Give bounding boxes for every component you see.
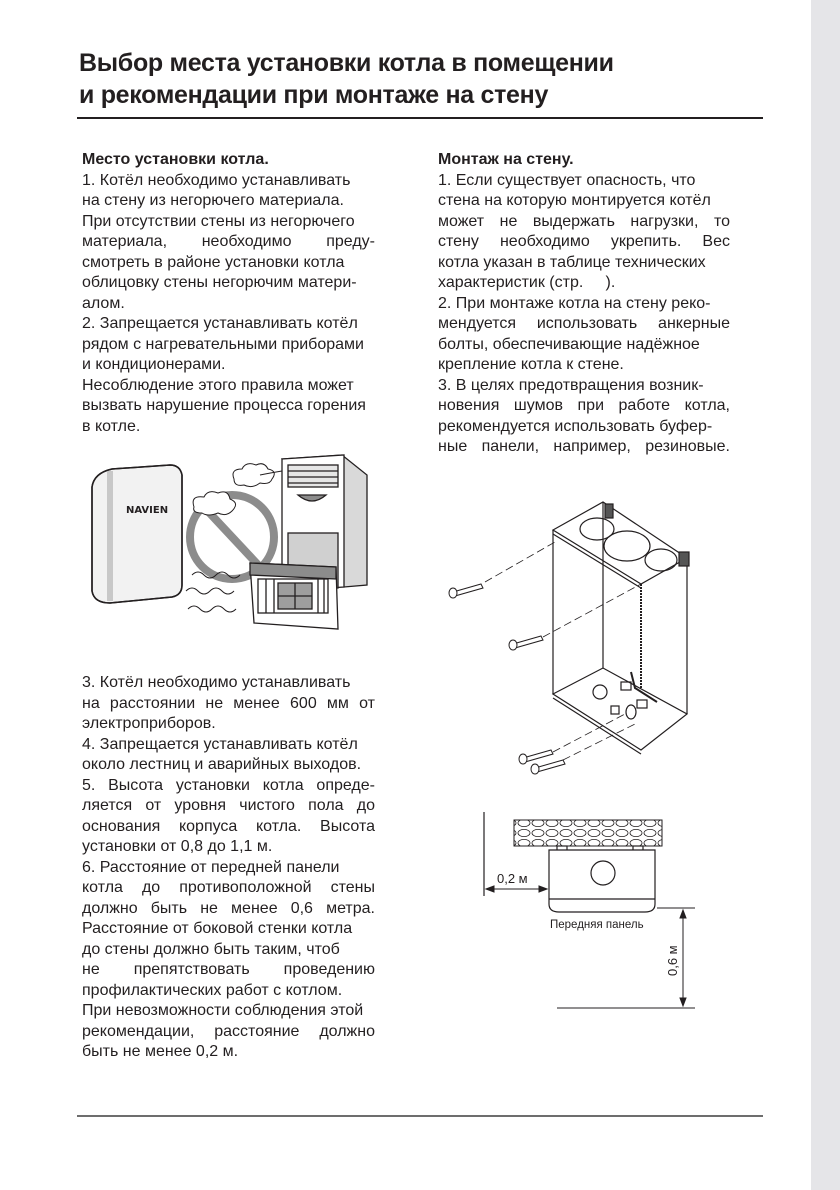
section-heading: Монтаж на стену. <box>438 151 574 168</box>
text-line: 1. Котёл необходимо устанавливать <box>82 171 351 189</box>
section-installation-requirements <box>82 673 375 1063</box>
front-panel-label: Передняя панель <box>550 919 644 931</box>
boiler-top-view-icon <box>549 846 655 912</box>
text-line: рекомендуется использовать буфер- <box>438 417 713 435</box>
title-line-1: Выбор места установки котла в помещении <box>79 49 614 77</box>
text-line: установки от 0,8 до 1,1 м. <box>82 838 273 855</box>
heater-icon <box>250 563 338 629</box>
text-line: и кондиционерами. <box>82 356 226 373</box>
text-line: 2. Запрещается устанавливать котёл <box>82 315 358 332</box>
text-line: может не выдержать нагрузки, то <box>438 212 730 230</box>
text-line: Расстояние от боковой стенки котла <box>82 920 353 937</box>
boiler-icon <box>92 465 182 603</box>
side-distance-label: 0,2 м <box>497 871 528 886</box>
text-line: основания корпуса котла. Высота <box>82 817 375 835</box>
text-line: быть не менее 0,2 м. <box>82 1043 239 1060</box>
text-line: около лестниц и аварийных выходов. <box>82 756 362 773</box>
text-line: 2. При монтаже котла на стену реко- <box>438 294 711 312</box>
text-line: Несоблюдение этого правила может <box>82 376 354 394</box>
anchor-bolt-icon <box>449 584 565 774</box>
text-line: электроприборов. <box>82 715 216 732</box>
text-line: 5. Высота установки котла опреде- <box>82 776 375 794</box>
text-line: смотреть в районе установки котла <box>82 253 345 271</box>
text-line: При невозможности соблюдения этой <box>82 1002 364 1019</box>
section-installation-location <box>82 150 375 437</box>
text-line: должно быть не менее 0,6 метра. <box>82 899 375 917</box>
text-line: ные панели, например, резиновые. <box>438 438 730 455</box>
figure-wall-mounting <box>435 492 705 782</box>
text-line: 3. Котёл необходимо устанавливать <box>82 674 351 691</box>
boiler-near-heaters-illustration <box>82 445 382 645</box>
text-line: на расстоянии не менее 600 мм от <box>82 694 375 712</box>
text-line: 3. В целях предотвращения возник- <box>438 376 704 394</box>
figure-prohibited-placement <box>82 445 382 645</box>
dimension-side-arrow <box>486 886 547 892</box>
text-line: характеристик (стр. ). <box>438 274 616 291</box>
text-line: алом. <box>82 294 125 312</box>
text-line: 4. Запрещается устанавливать котёл <box>82 735 358 753</box>
title-line-2: и рекомендации при монтаже на стену <box>79 81 549 109</box>
wall-section-icon <box>514 820 662 846</box>
figure-clearance-diagram <box>475 808 700 1018</box>
warm-air-cloud-icon <box>193 464 282 515</box>
text-line: котла до противоположной стены <box>82 879 375 896</box>
text-line: на стену из негорючего материала. <box>82 192 344 209</box>
text-line: 6. Расстояние от передней панели <box>82 858 340 876</box>
text-line: новения шумов при работе котла, <box>438 397 730 414</box>
text-line: болты, обеспечивающие надёжное <box>438 335 700 353</box>
page-title <box>79 47 769 111</box>
section-heading: Место установки котла. <box>82 151 269 168</box>
text-line: стену необходимо укрепить. Вес <box>438 233 730 250</box>
text-line: профилактических работ с котлом. <box>82 981 343 999</box>
text-line: котла указан в таблице технических <box>438 253 706 271</box>
text-line: стена на которую монтируется котёл <box>438 192 711 209</box>
text-line: мендуется использовать анкерные <box>438 315 730 332</box>
footer-divider <box>77 1115 763 1117</box>
text-line: При отсутствии стены из негорючего <box>82 212 355 230</box>
text-line: в котле. <box>82 417 141 435</box>
text-line: вызвать нарушение процесса горения <box>82 397 366 414</box>
text-line: ляется от уровня чистого пола до <box>82 797 375 814</box>
text-line: рядом с нагревательными приборами <box>82 335 364 353</box>
text-line: облицовку стены негорючим матери- <box>82 274 357 291</box>
text-line: крепление котла к стене. <box>438 356 624 373</box>
text-line: до стены должно быть таким, чтоб <box>82 940 340 958</box>
text-line: 1. Если существует опасность, что <box>438 171 696 189</box>
text-line: рекомендации, расстояние должно <box>82 1022 375 1040</box>
clearance-plan-illustration <box>475 808 700 1018</box>
boiler-brand-label: NAVIEN <box>126 505 169 516</box>
text-line: не препятствовать проведению <box>82 961 375 978</box>
front-distance-label: 0,6 м <box>665 945 680 976</box>
section-wall-mounting <box>438 150 730 458</box>
title-divider <box>77 117 763 119</box>
boiler-frame-mounting-illustration <box>435 492 705 782</box>
page-side-strip <box>811 0 840 1190</box>
text-line: материала, необходимо преду- <box>82 233 375 250</box>
